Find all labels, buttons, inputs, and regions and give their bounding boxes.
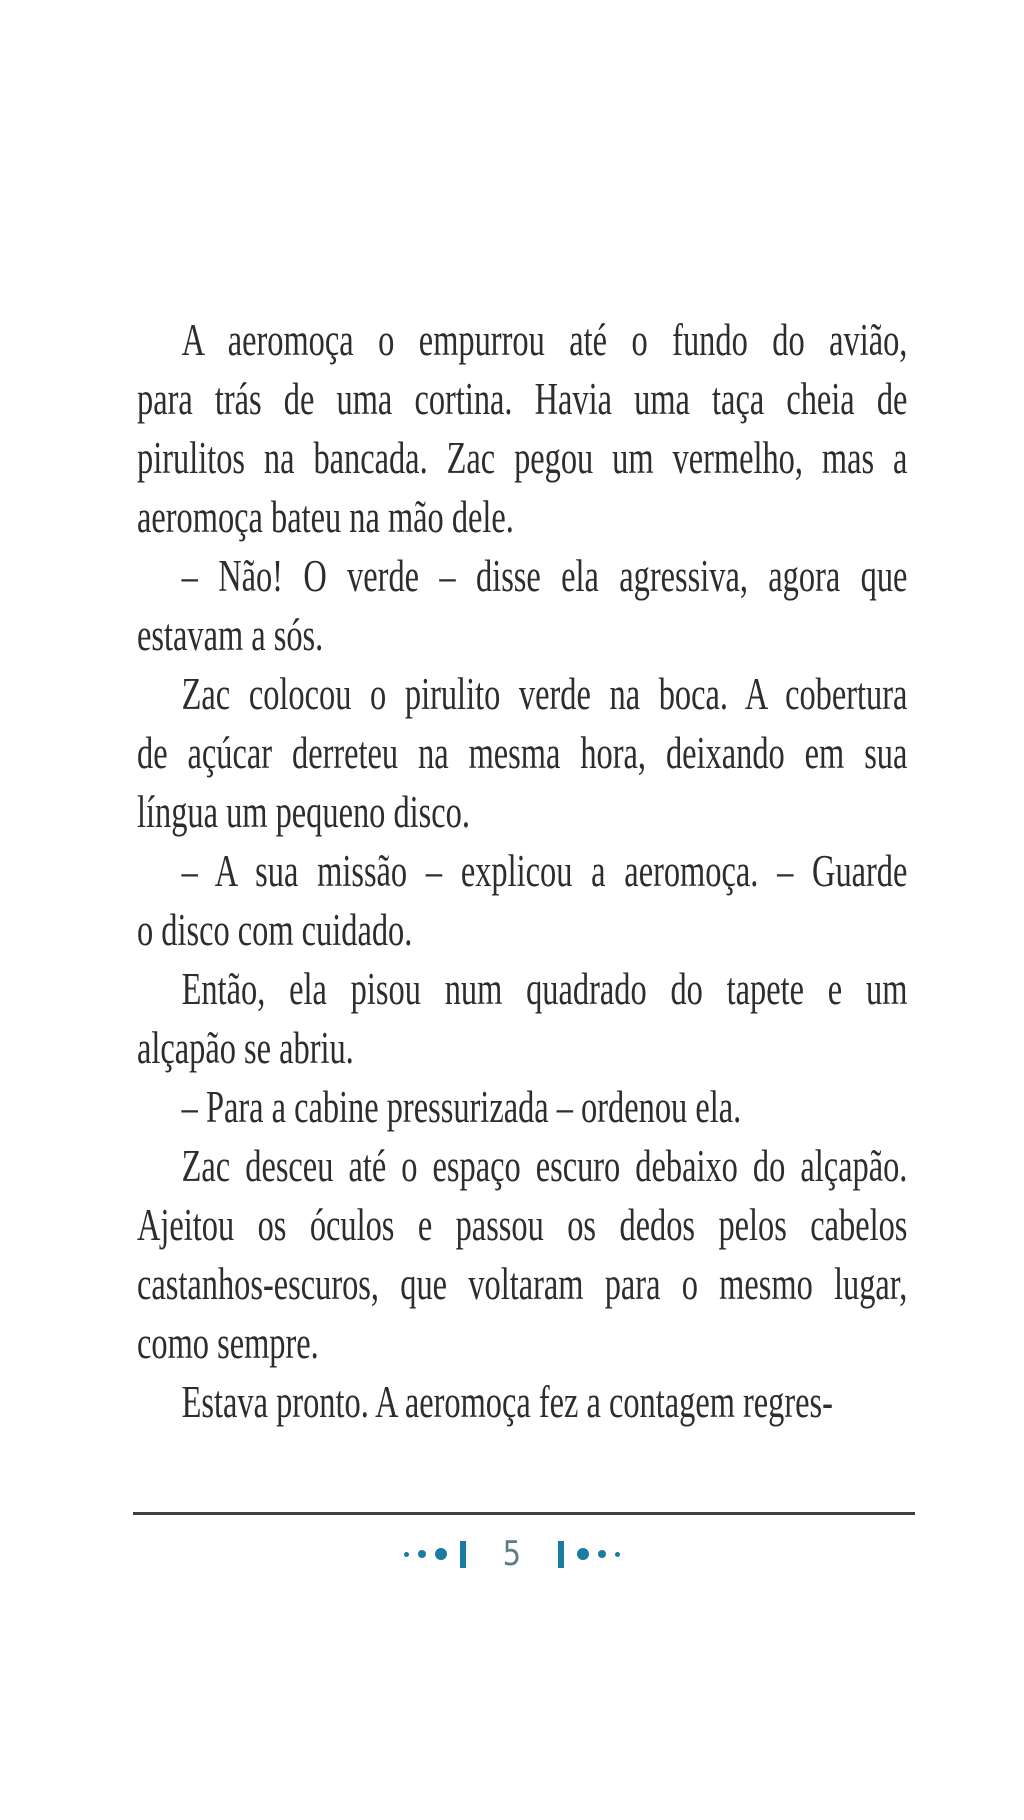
text-line: aeromoça bateu na mão dele. [137, 492, 514, 542]
text-line: castanhos-escuros, que voltaram para o mesmo lugar, [137, 1259, 908, 1309]
text-line: para trás de uma cortina. Havia uma taça cheia de [137, 374, 908, 424]
text-line: o disco com cuidado. [137, 905, 413, 955]
paragraph [137, 311, 907, 547]
ornament-dot-icon [404, 1552, 409, 1557]
text-line: pirulitos na bancada. Zac pegou um vermelho, mas a [137, 433, 908, 483]
ornament-bar-left-icon [460, 1541, 466, 1568]
text-line: Zac desceu até o espaço escuro debaixo do alçapão. [181, 1141, 908, 1191]
page-text [137, 311, 907, 1432]
ornament-dot-icon [418, 1550, 426, 1558]
ornament-dots-left [404, 1548, 447, 1560]
paragraph [137, 1078, 907, 1137]
page-footer [0, 1534, 1024, 1574]
text-line: Então, ela pisou num quadrado do tapete e um [181, 964, 908, 1014]
ornament-dot-icon [615, 1552, 620, 1557]
ornament-dots-right [577, 1548, 620, 1560]
paragraph [137, 1373, 907, 1432]
text-line: – Não! O verde – disse ela agressiva, agora que [181, 551, 908, 601]
paragraph [137, 842, 907, 960]
text-line: alçapão se abriu. [137, 1023, 354, 1073]
ornament-dot-icon [435, 1548, 447, 1560]
ornament-dot-icon [577, 1548, 589, 1560]
text-line: Estava pronto. A aeromoça fez a contagem regres- [181, 1377, 833, 1427]
paragraph [137, 547, 907, 665]
paragraph [137, 1137, 907, 1373]
text-line: de açúcar derreteu na mesma hora, deixando em sua [137, 728, 908, 778]
page-number: 5 [502, 1534, 522, 1574]
paragraph [137, 665, 907, 842]
ornament-dot-icon [598, 1550, 606, 1558]
text-line: – Para a cabine pressurizada – ordenou ela. [181, 1082, 742, 1132]
text-line: Zac colocou o pirulito verde na boca. A cobertura [181, 669, 908, 719]
text-line: estavam a sós. [137, 610, 324, 660]
text-line: A aeromoça o empurrou até o fundo do avião, [181, 315, 908, 365]
text-line: – A sua missão – explicou a aeromoça. – Guarde [181, 846, 908, 896]
ornament-bar-right-icon [558, 1541, 564, 1568]
footer-divider [133, 1512, 915, 1515]
text-line: como sempre. [137, 1318, 319, 1368]
text-line: Ajeitou os óculos e passou os dedos pelos cabelos [137, 1200, 908, 1250]
text-line: língua um pequeno disco. [137, 787, 470, 837]
paragraph [137, 960, 907, 1078]
